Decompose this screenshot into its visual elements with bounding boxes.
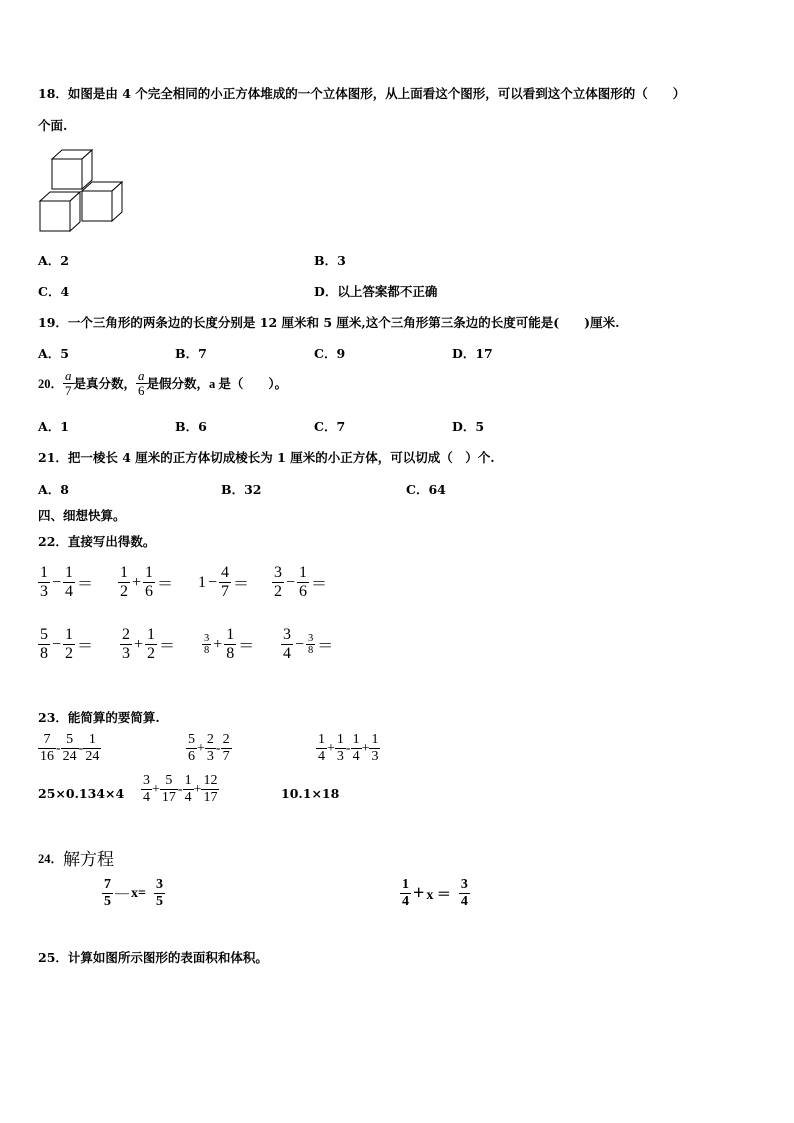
numerator: 1 (299, 564, 308, 581)
numerator: 5 (40, 626, 48, 643)
q23-expression-6: 10.1×18 (281, 786, 340, 801)
q20-option-d: D．5 (452, 419, 485, 434)
denominator: 6 (138, 382, 145, 398)
fraction (351, 733, 362, 764)
q23-expression-1 (38, 733, 101, 764)
fraction (118, 565, 130, 600)
operator: + (413, 882, 425, 905)
numerator: a (65, 368, 72, 383)
fraction (120, 627, 132, 662)
numerator: 1 (184, 773, 192, 788)
numerator: 7 (104, 877, 111, 892)
q22-r1-item1 (38, 565, 95, 600)
numerator: 1 (402, 877, 409, 892)
numerator: 3 (204, 632, 210, 644)
q22-r2-item4 (281, 627, 335, 662)
fraction (306, 633, 315, 657)
q20-fraction-a-over-6 (136, 369, 147, 398)
denominator: 3 (40, 582, 48, 600)
denominator: 3 (206, 748, 214, 764)
equals-sign: ＝ (317, 638, 334, 656)
q21-option-b: B．32 (221, 482, 262, 497)
denominator: 6 (188, 748, 195, 764)
numerator: 4 (221, 564, 230, 581)
numerator: 1 (88, 732, 96, 747)
equals-sign: ＝ (157, 576, 174, 594)
operator: - (56, 740, 61, 756)
equals-sign: ＝ (311, 576, 328, 594)
denominator: 8 (308, 644, 314, 656)
right-cube-front-face (82, 191, 112, 221)
section-4-heading: 四、细想快算。 (38, 508, 126, 523)
fraction (141, 774, 152, 805)
denominator: 5 (104, 893, 111, 909)
numerator: 7 (43, 732, 51, 747)
q22-r2-item1 (38, 627, 95, 662)
numerator: 3 (143, 773, 150, 788)
q21-text: 21．把一棱长 4 厘米的正方体切成棱长为 1 厘米的小正方体，可以切成（ ）个. (38, 450, 495, 465)
numerator: 1 (336, 732, 344, 747)
denominator: 8 (40, 644, 48, 662)
numerator: 5 (188, 732, 195, 747)
operator: + (361, 740, 370, 756)
fraction (63, 627, 75, 662)
fraction (102, 878, 113, 909)
q22-r1-item3 (198, 565, 251, 600)
operator: − (208, 573, 218, 591)
denominator: 3 (336, 748, 344, 764)
fraction (297, 565, 309, 600)
denominator: 8 (226, 644, 235, 662)
operator: - (177, 781, 183, 797)
q22-title: 22．直接写出得数。 (38, 534, 156, 549)
q21-option-a: A．8 (38, 482, 69, 497)
fraction (160, 774, 178, 805)
numerator: 1 (120, 564, 128, 581)
numerator: 1 (147, 626, 156, 643)
operator: — (115, 885, 129, 901)
q18-line1: 18．如图是由 4 个完全相同的小正方体堆成的一个立体图形，从上面看这个图形，可以看到这个立体图形的（ ） (38, 86, 686, 101)
q20-option-a: A．1 (38, 419, 69, 434)
fraction (38, 627, 50, 662)
fraction (63, 565, 75, 600)
top-cube-front-face (52, 159, 82, 189)
fraction (400, 878, 411, 909)
denominator: 4 (143, 789, 150, 805)
denominator: 24 (62, 748, 77, 764)
operator: − (52, 635, 62, 653)
q24-equation-1 (102, 878, 165, 909)
q18-option-d: D．以上答案都不正确 (314, 284, 438, 299)
denominator: 2 (120, 582, 128, 600)
operator: − (286, 573, 296, 591)
fraction (205, 733, 216, 764)
whole-number: 1 (198, 573, 206, 591)
numerator: 5 (165, 773, 173, 788)
q22-r2-item3 (202, 627, 256, 662)
left-cube-front-face (40, 201, 70, 231)
fraction (38, 565, 50, 600)
numerator: 3 (274, 564, 282, 581)
fraction (83, 733, 101, 764)
fraction (219, 565, 231, 600)
numerator: 1 (65, 564, 74, 581)
numerator: 1 (352, 732, 360, 747)
q24-number: 24． (38, 851, 64, 866)
fraction (281, 627, 293, 662)
q18-option-a: A．2 (38, 253, 69, 268)
cube-stack-figure (38, 147, 128, 235)
equals-sign: ＝ (159, 638, 176, 656)
unknown-x: x= (131, 885, 146, 901)
fraction (335, 733, 346, 764)
denominator: 2 (65, 644, 74, 662)
q20-mid-text: 是真分数， (73, 377, 137, 392)
q24-equation-2 (400, 878, 470, 909)
q19-option-b: B．7 (175, 346, 207, 361)
denominator: 4 (318, 748, 325, 764)
denominator: 5 (155, 893, 163, 909)
fraction (201, 774, 219, 805)
fraction (369, 733, 380, 764)
q23-expression-3 (316, 733, 380, 764)
fraction (154, 878, 165, 909)
numerator: 1 (318, 732, 325, 747)
operator: + (213, 635, 223, 653)
denominator: 4 (65, 582, 74, 600)
fraction (38, 733, 56, 764)
operator: - (345, 740, 351, 756)
denominator: 6 (145, 582, 154, 600)
fraction (459, 878, 470, 909)
denominator: 6 (299, 582, 308, 600)
numerator: 2 (122, 626, 130, 643)
denominator: 3 (371, 748, 379, 764)
fraction (61, 733, 79, 764)
operator: + (134, 635, 144, 653)
q19-option-a: A．5 (38, 346, 69, 361)
fraction (272, 565, 284, 600)
operator: + (132, 573, 142, 591)
denominator: 4 (283, 644, 291, 662)
equals-sign: ＝ (238, 638, 255, 656)
denominator: 4 (402, 893, 409, 909)
fraction (202, 633, 211, 657)
q24-heading (38, 845, 114, 870)
operator: + (327, 740, 335, 756)
denominator: 17 (203, 789, 218, 805)
q20-option-b: B．6 (175, 419, 207, 434)
denominator: 4 (352, 748, 360, 764)
q21-option-c: C．64 (406, 482, 446, 497)
equals-sign: ＝ (77, 576, 94, 594)
q24-title: 解方程 (63, 850, 115, 870)
fraction (186, 733, 197, 764)
q23-expression-5 (141, 774, 219, 805)
fraction (221, 733, 232, 764)
numerator: 3 (155, 877, 163, 892)
numerator: 1 (145, 564, 154, 581)
q22-r1-item2 (118, 565, 175, 600)
denominator: 7 (65, 382, 72, 398)
q20-option-c: C．7 (314, 419, 346, 434)
numerator: 1 (226, 626, 235, 643)
q23-expression-2 (186, 733, 232, 764)
numerator: 5 (66, 732, 74, 747)
q23-title: 23．能简算的要简算. (38, 710, 160, 725)
operator: + (152, 781, 160, 797)
denominator: 16 (40, 748, 54, 764)
fraction (183, 774, 194, 805)
denominator: 4 (184, 789, 192, 805)
denominator: 7 (222, 748, 230, 764)
numerator: 2 (206, 732, 214, 747)
q20-fraction-a-over-7 (63, 369, 74, 398)
denominator: 2 (147, 644, 156, 662)
unknown-x: x ＝ (426, 887, 451, 903)
numerator: 3 (283, 626, 291, 643)
q22-r1-item4 (272, 565, 329, 600)
denominator: 4 (460, 893, 468, 909)
q18-option-c: C．4 (38, 284, 70, 299)
operator: + (193, 781, 202, 797)
numerator: 1 (371, 732, 379, 747)
fraction (145, 627, 157, 662)
denominator: 8 (204, 644, 210, 656)
q22-r2-item2 (120, 627, 177, 662)
operator: − (52, 573, 62, 591)
fraction (143, 565, 155, 600)
equals-sign: ＝ (233, 576, 250, 594)
numerator: 3 (308, 632, 314, 644)
denominator: 24 (85, 748, 100, 764)
q25-text: 25．计算如图所示图形的表面积和体积。 (38, 950, 268, 965)
denominator: 7 (221, 582, 230, 600)
q20-stem (38, 369, 287, 398)
numerator: 1 (65, 626, 74, 643)
q23-expression-4: 25×0.134×4 (38, 786, 125, 801)
q20-tail-text: 是假分数，a 是（ ）。 (146, 377, 288, 392)
q19-option-c: C．9 (314, 346, 346, 361)
q18-line2: 个面. (38, 118, 68, 133)
denominator: 3 (122, 644, 130, 662)
q18-option-b: B．3 (314, 253, 346, 268)
numerator: a (138, 368, 145, 383)
operator: − (295, 635, 305, 653)
denominator: 2 (274, 582, 282, 600)
operator: - (215, 740, 221, 756)
operator: + (197, 740, 205, 756)
numerator: 3 (460, 877, 468, 892)
q20-number: 20． (38, 377, 64, 392)
fraction (224, 627, 236, 662)
q19-text: 19．一个三角形的两条边的长度分别是 12 厘米和 5 厘米,这个三角形第三条边的长度可能是( )厘米. (38, 315, 620, 330)
numerator: 12 (203, 773, 218, 788)
q19-option-d: D．17 (452, 346, 493, 361)
fraction (316, 733, 327, 764)
equals-sign: ＝ (77, 638, 94, 656)
operator: - (78, 740, 84, 756)
numerator: 2 (222, 732, 230, 747)
numerator: 1 (40, 564, 48, 581)
denominator: 17 (161, 789, 176, 805)
